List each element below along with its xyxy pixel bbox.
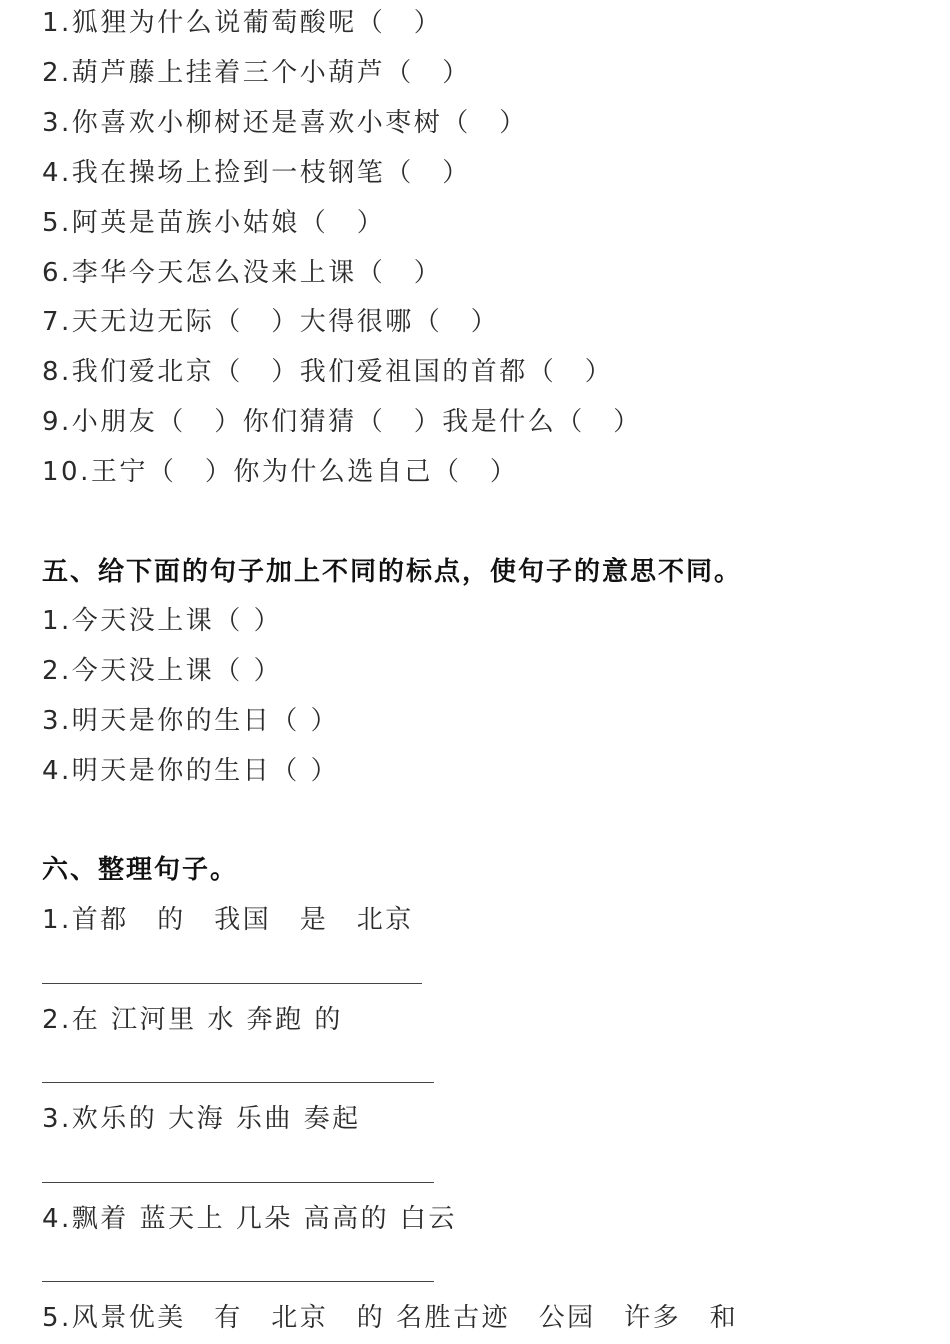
reorder-item-2: 2.在 江河里 水 奔跑 的 (42, 1005, 343, 1035)
answer-blank-3[interactable] (42, 1182, 434, 1183)
punctuation-item-10: 10.王宁（ ）你为什么选自己（ ） (42, 457, 519, 487)
punctuation-item-3: 3.你喜欢小柳树还是喜欢小枣树（ ） (42, 108, 528, 138)
punctuation-item-8: 8.我们爱北京（ ）我们爱祖国的首都（ ） (42, 357, 614, 387)
punctuation-item-4: 4.我在操场上捡到一枝钢笔（ ） (42, 158, 471, 188)
punctuation-item-2: 2.葫芦藤上挂着三个小葫芦（ ） (42, 58, 471, 88)
punctuation-item-9: 9.小朋友（ ）你们猜猜（ ）我是什么（ ） (42, 407, 642, 437)
punctuation-item-5: 5.阿英是苗族小姑娘（ ） (42, 208, 386, 238)
answer-blank-2[interactable] (42, 1082, 434, 1083)
different-punctuation-item-1: 1.今天没上课（ ） (42, 606, 283, 636)
different-punctuation-item-2: 2.今天没上课（ ） (42, 656, 283, 686)
reorder-item-1: 1.首都 的 我国 是 北京 (42, 905, 414, 935)
section-6-heading: 六、整理句子。 (42, 855, 239, 885)
punctuation-item-7: 7.天无边无际（ ）大得很哪（ ） (42, 307, 500, 337)
different-punctuation-item-3: 3.明天是你的生日（ ） (42, 706, 340, 736)
reorder-item-5: 5.风景优美 有 北京 的 名胜古迹 公园 许多 和 (42, 1303, 739, 1333)
answer-blank-1[interactable] (42, 983, 422, 984)
different-punctuation-item-4: 4.明天是你的生日（ ） (42, 756, 340, 786)
reorder-item-3: 3.欢乐的 大海 乐曲 奏起 (42, 1104, 361, 1134)
answer-blank-4[interactable] (42, 1281, 434, 1282)
reorder-item-4: 4.飘着 蓝天上 几朵 高高的 白云 (42, 1204, 457, 1234)
punctuation-item-1: 1.狐狸为什么说葡萄酸呢（ ） (42, 8, 443, 38)
section-5-heading: 五、给下面的句子加上不同的标点，使句子的意思不同。 (42, 557, 743, 587)
punctuation-item-6: 6.李华今天怎么没来上课（ ） (42, 258, 443, 288)
